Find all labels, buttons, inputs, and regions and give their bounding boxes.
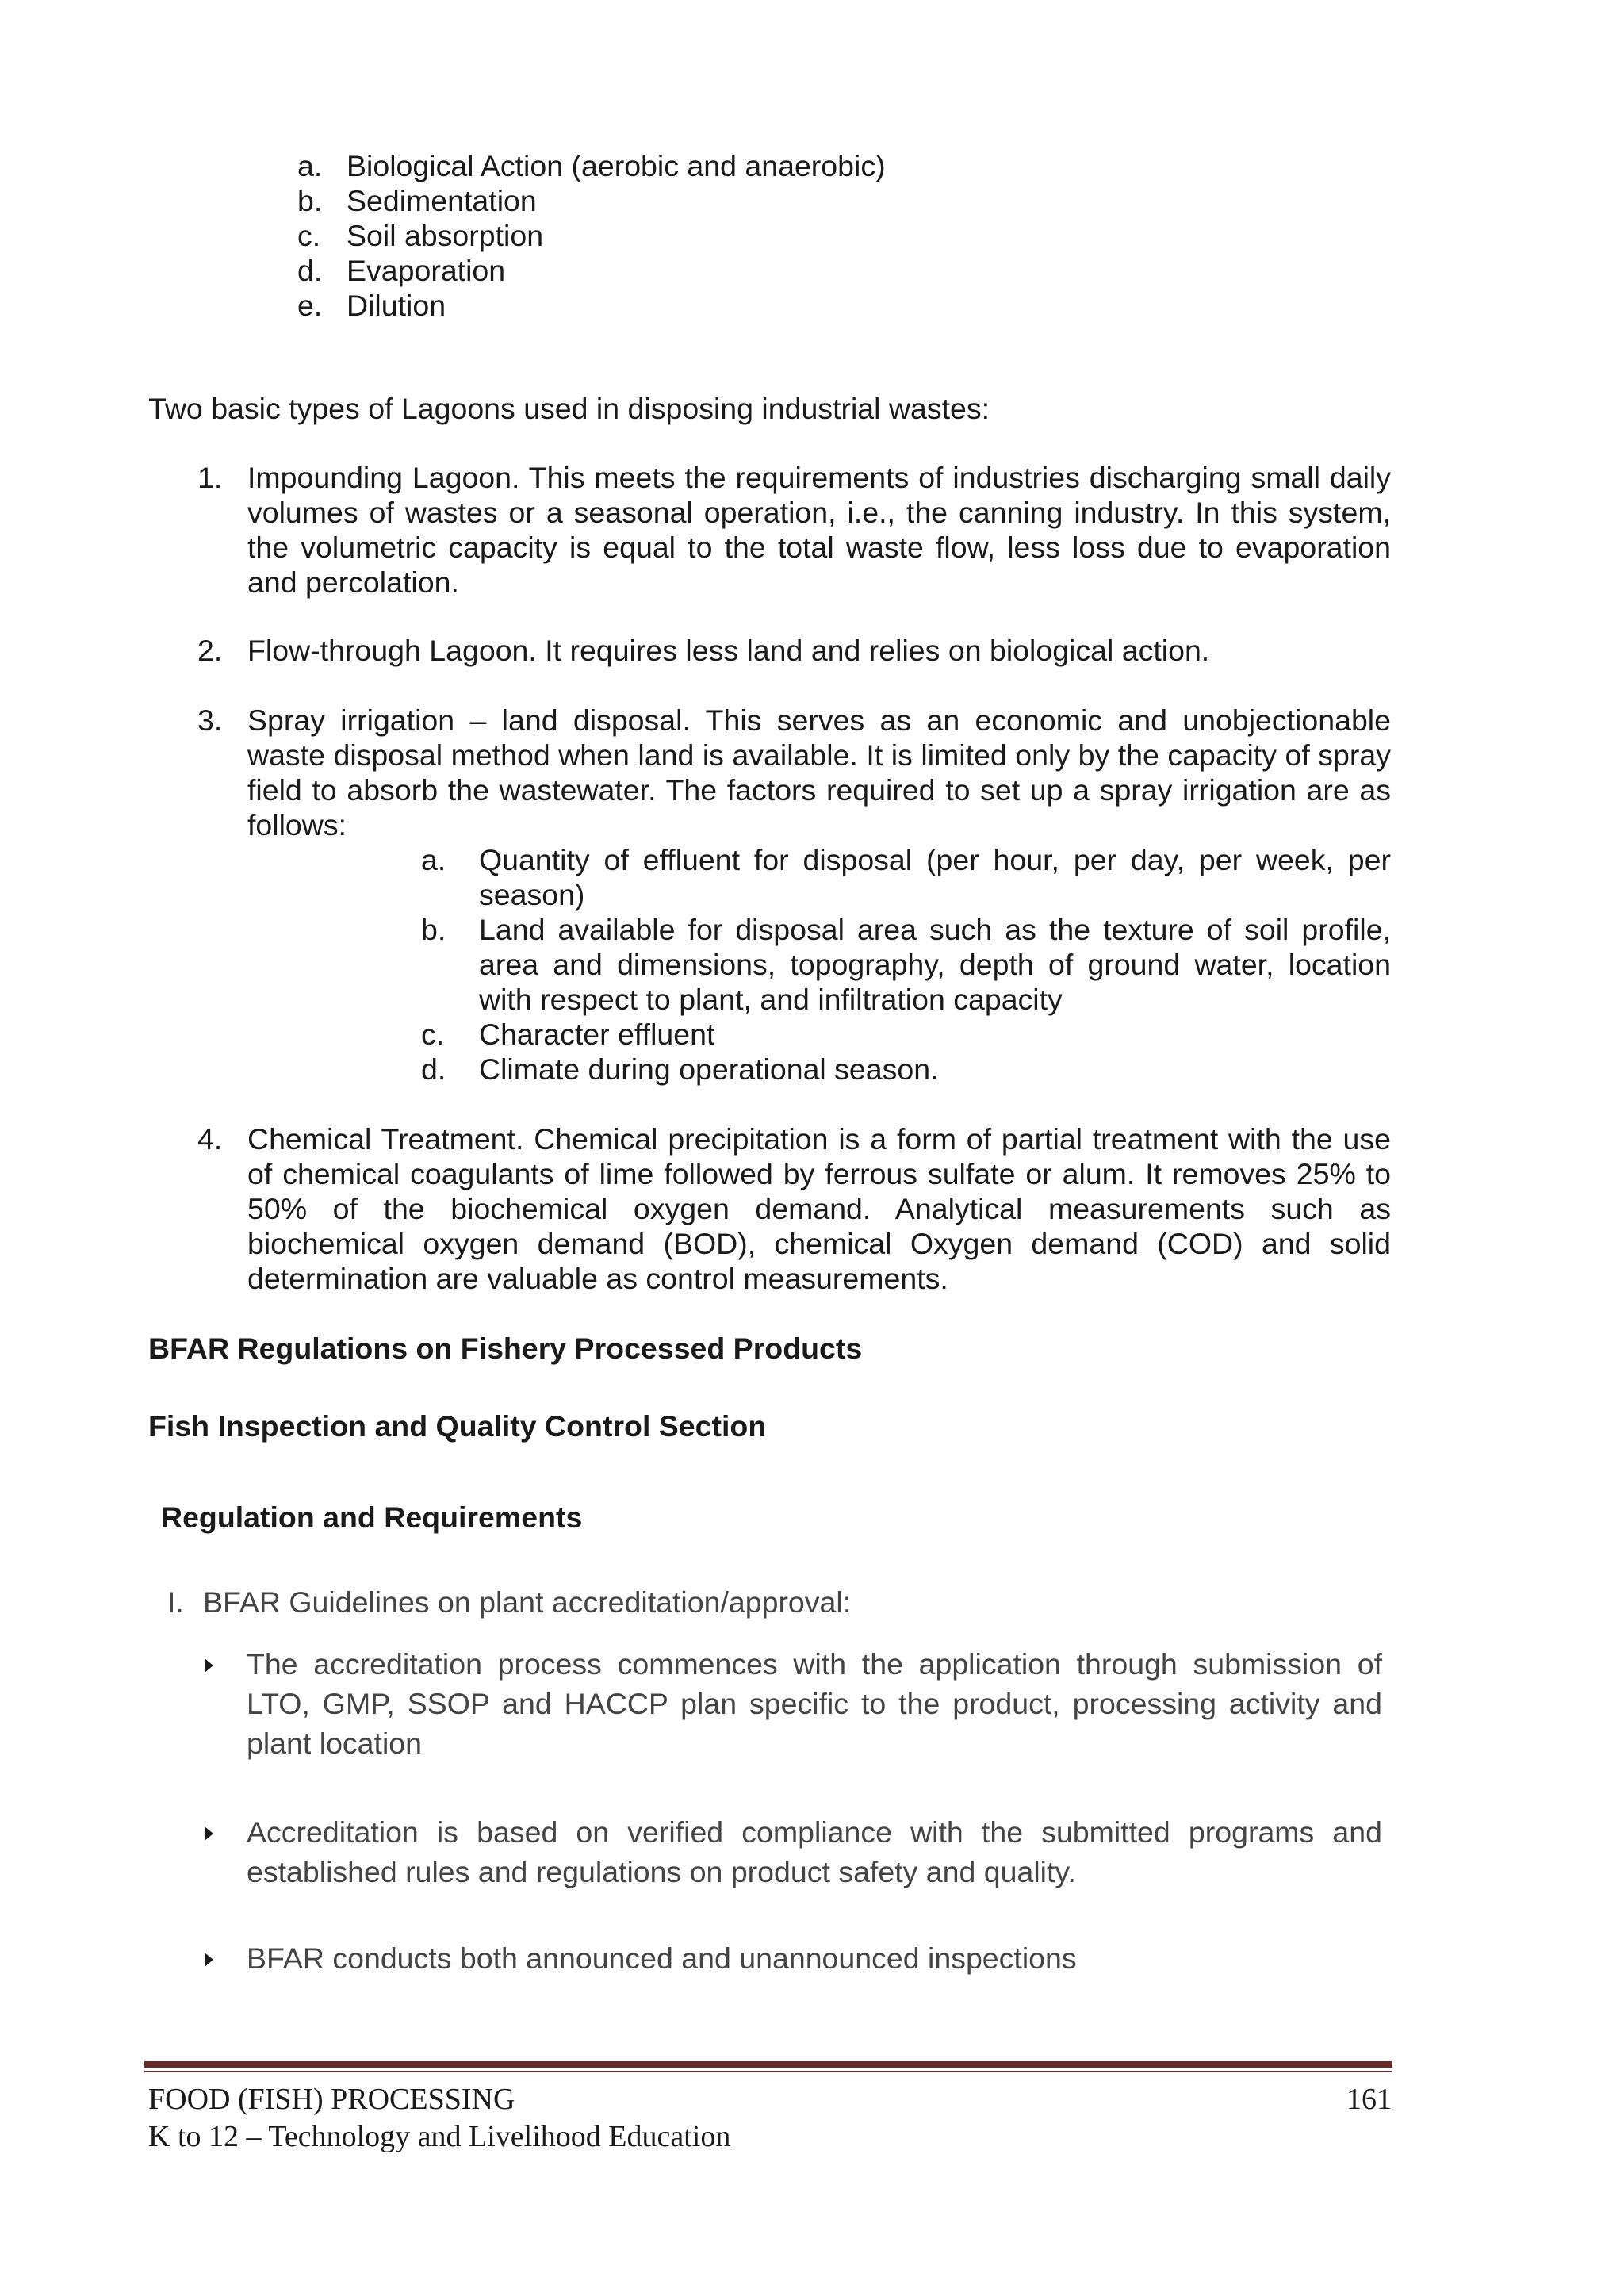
heading-bfar-regulations: BFAR Regulations on Fishery Processed Products [148,1332,863,1365]
list-item: c. Character effluent [421,1018,715,1051]
lagoon-item-2: 2. Flow-through Lagoon. It requires less land and relies on biological action. [197,634,1210,667]
list-item: b. Land available for disposal area such as the texture of soil profile, area and dimensions, topography, depth of ground water, location with respect to plant, and infiltration capacity [421,913,1391,1016]
heading-fish-inspection: Fish Inspection and Quality Control Section [148,1409,767,1443]
triangle-bullet-icon [205,1953,213,1967]
list-item: b. Sedimentation [297,184,537,217]
list-item: d. Climate during operational season. [421,1052,939,1086]
item-number: 1. [197,461,223,494]
item-number: 4. [197,1122,223,1156]
item-number: 2. [197,634,223,667]
lagoon-item-4: 4. Chemical Treatment. Chemical precipitation is a form of partial treatment with the use of chemical coagulants of lime followed by ferrous sulfate or alum. It removes 25% to 50% of the biochemical oxygen demand. Analytical measurements such as biochemical oxygen demand (BOD), chemical Oxygen demand (COD) and solid determination are valuable as control measurements. [197,1122,1391,1295]
guideline-bullet-1: The accreditation process commences with the application through submission of LTO, GMP, SSOP and HACCP plan specific to the product, processing activity and plant location [247,1644,1382,1763]
guideline-bullet-2: Accreditation is based on verified compliance with the submitted programs and established rules and regulations on product safety and quality. [247,1812,1382,1892]
footer-program: K to 12 – Technology and Livelihood Education [148,2120,731,2153]
guideline-bullet-3: BFAR conducts both announced and unannounced inspections [247,1938,1382,1978]
spray-factors-list [421,842,1391,1087]
list-item: a. Quantity of effluent for disposal (per hour, per day, per week, per season) [421,843,1391,911]
lagoon-item-3: 3. Spray irrigation – land disposal. This serves as an economic and unobjectionable waste disposal method when land is available. It is limited only by the capacity of spray field to absorb the wastewater. The factors required to set up a spray irrigation are as follows: [197,703,1391,841]
list-item: d. Evaporation [297,254,506,287]
footer-divider-thin [144,2071,1392,2072]
list-item: c. Soil absorption [297,219,544,252]
lagoon-intro: Two basic types of Lagoons used in disposing industrial wastes: [148,392,990,425]
roman-numeral: I. [167,1585,184,1619]
footer-divider [144,2061,1392,2068]
page-number: 161 [1346,2083,1392,2116]
triangle-bullet-icon [205,1826,213,1841]
list-item: a. Biological Action (aerobic and anaerobic) [297,149,886,182]
item-number: 3. [197,703,223,737]
lagoon-item-1: 1. Impounding Lagoon. This meets the requirements of industries discharging small daily volumes of wastes or a seasonal operation, i.e., the canning industry. In this system, the volumetric capacity is equal to the total waste flow, less loss due to evaporation and percolation. [197,461,1391,599]
list-item: e. Dilution [297,289,446,322]
treatment-methods-list [297,148,1060,323]
heading-regulation-requirements: Regulation and Requirements [161,1501,583,1534]
footer-subject: FOOD (FISH) PROCESSING [148,2083,515,2116]
triangle-bullet-icon [205,1658,213,1673]
guidelines-title: I. BFAR Guidelines on plant accreditation/approval: [167,1585,852,1619]
